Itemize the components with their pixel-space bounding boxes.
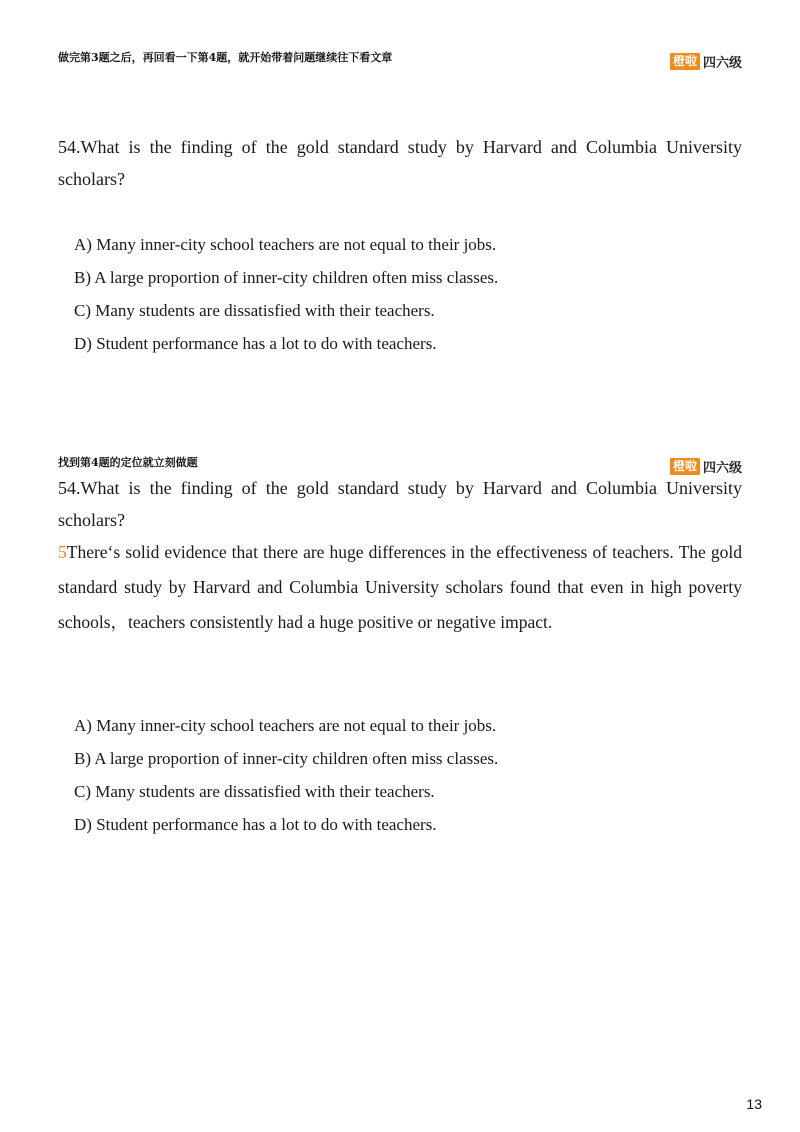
section-1-instruction: 做完第3题之后，再回看一下第4题，就开始带着问题继续往下看文章 xyxy=(58,51,393,64)
option-a: A) Many inner-city school teachers are not equal to their jobs. xyxy=(74,235,497,254)
brand-logo-badge: 橙啦 xyxy=(670,53,700,70)
brand-label: 四六级 xyxy=(702,461,742,476)
section-1-options xyxy=(74,228,498,360)
section-1-question: 54.What is the finding of the gold standard study by Harvard and Columbia University scholars? xyxy=(58,137,742,189)
option-d: D) Student performance has a lot to do with teachers. xyxy=(74,334,437,353)
option-d: D) Student performance has a lot to do with teachers. xyxy=(74,815,437,834)
option-b: B) A large proportion of inner-city children often miss classes. xyxy=(74,749,499,768)
section-1-brand xyxy=(670,52,742,71)
section-2-question: 54.What is the finding of the gold standard study by Harvard and Columbia University scholars? xyxy=(58,478,742,530)
option-a: A) Many inner-city school teachers are not equal to their jobs. xyxy=(74,716,497,735)
option-c: C) Many students are dissatisfied with their teachers. xyxy=(74,301,435,320)
page-number: 13 xyxy=(746,1096,762,1112)
section-2-instruction: 找到第4题的定位就立刻做题 xyxy=(58,456,198,469)
passage-text: There‘s solid evidence that there are huge differences in the effectiveness of teachers. The gold standard study by Harvard and Columbia University scholars found that even in high poverty schools，teachers consistently had a huge positive or negative impact. xyxy=(58,542,742,632)
paragraph-number: 5 xyxy=(58,542,67,562)
section-2-options xyxy=(74,709,498,841)
option-b: B) A large proportion of inner-city children often miss classes. xyxy=(74,268,499,287)
brand-logo-badge: 橙啦 xyxy=(670,458,700,475)
option-c: C) Many students are dissatisfied with their teachers. xyxy=(74,782,435,801)
brand-label: 四六级 xyxy=(702,56,742,71)
passage-paragraph xyxy=(58,535,742,640)
